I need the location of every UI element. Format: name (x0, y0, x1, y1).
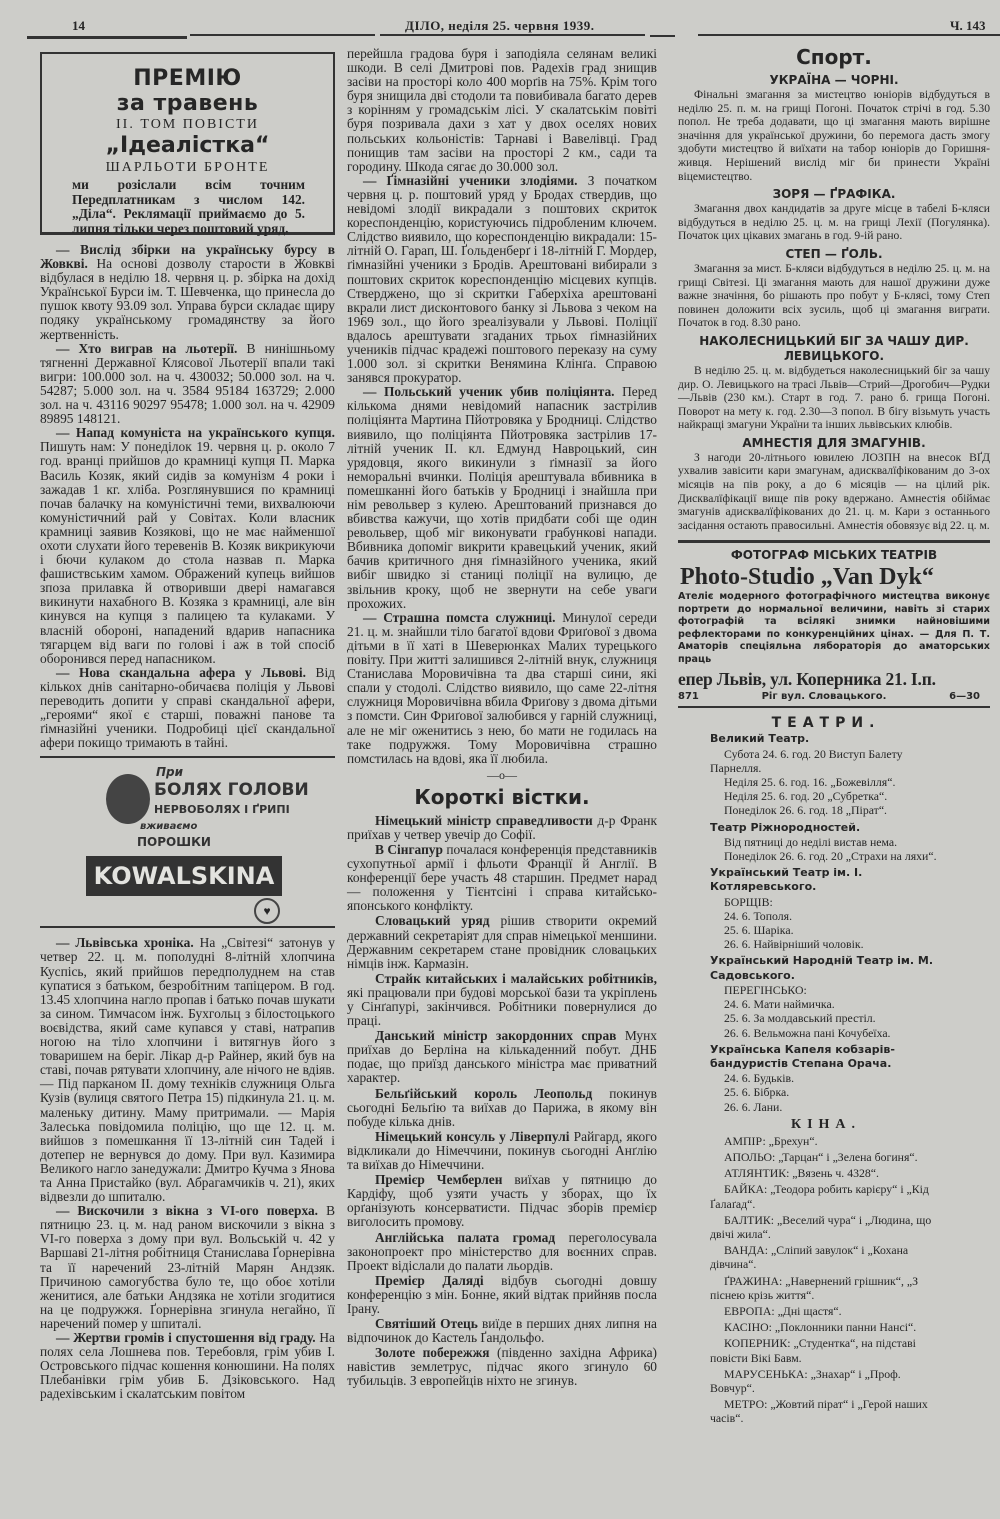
article (40, 342, 335, 427)
header-rule (27, 36, 187, 39)
cinema-listing: КОПЕРНИК: „Студентка“, на підставі повісти Вікі Бавм. (710, 1336, 916, 1365)
article-body: відбув сьогодні довшу конференцію з мін. Бонне, який відтак прийняв посла Ірану. (347, 1272, 657, 1316)
premium-volume: II. ТОМ ПОВІСТИ (116, 117, 259, 132)
sport-items (678, 73, 990, 532)
premium-title: ПРЕМІЮ (133, 66, 242, 91)
theatre-listing: Субота 24. 6. год. 20 Виступ Балету Парнелля. (710, 746, 903, 775)
kowalskina-advertisement (40, 758, 335, 926)
theatres-title: ТЕАТРИ. (771, 715, 881, 732)
article-headline: — Львівська хроніка. (56, 935, 194, 951)
article-body: Минулої середи 21. ц. м. знайшли тіло багатої вдови Фриґової з двома дітьми в її хаті в Шеверюнках Малих турецького повіту. При житті залишився 2-літній внук, служниця Станислава Моровичівна та два старші сини, які спали у стодолі. Слідство виявило, що саме 22-літня служниця Моровичівна вбила Фриґову з двома дітьми з помсти. Син Фриґової залюбився у гарній служниці, але не міг оженитись з нею, бо мати не годилась на таке подружжя. Тому Моровичівна страшно помстилась на вдові, яка її любила. (347, 609, 657, 766)
cinema-listing: БАЛТИК: „Веселий чура“ і „Людина, що двічі жила“. (710, 1212, 932, 1241)
theatre-listing: ПЕРЕГІНСЬКО: (724, 982, 807, 997)
article-body: На „Світезі“ затонув у четвер 22. ц. м. пополудні 8-літній хлопчина Куспісь, який прийшов передполуднем на став купатися з батьком, безробітним тапіцером. В год. 13.45 хлопчина нагло пропав і батько почав шукати за сином. Тимчасом інж. Бухгольц з білостоцького воєвідства, який саме купався у ставі, натрапив ногою на тіло хлопчини і витягнув його з товаришем на беріг. Лікар д-р Райнер, який був на ставі, почав рятувати хлопчину, але нічого не вдіяв. — Під парканом II. дому техніків служниця Ольга Кузів (вулиця святого Петра 15) підкинула 21. ц. м. маленьку дитину. Маму притримали. — Марія Залеська повідомила поліцію, що ще 12. ц. м. вийшов з помешкання її 13-літній син Тадей і дотепер не вернувся до дому. При вул. Казимира Великого нагло занедужали: Дмитро Кучма з Янова та Анна Пристайко (вул. Абрагамчиків ч. 21), яких відвезли до шпиталю. (40, 935, 336, 1205)
article (347, 1173, 657, 1229)
sport-heading: СТЕП — ҐОЛЬ. (785, 246, 883, 261)
sport-heading: УКРАЇНА — ЧОРНІ. (769, 73, 899, 87)
article-body: Перед кількома днями невідомий напасник застрілив поліціянта Мартина Пйотровяка у Бродниці. Слідство виявило, що поліціянта Пйотровяка застрілив 17-літній ученик II. кл. Едмунд Навроцький, син урядовця, якого викинули з ґімназії за його неморальні вчинки. Поліція арештувала вбивника в помешканні його батьків у Бродниці і знайшла при нім револьвер з кулею. Арештований признався до вбивства кажучи, що хотів придбати собі ще один револьвер, щоб міг виконувати грабункові напади. Вбивника допоміг викрити кравецький ученик, який бачив критичного дня ґімназійного ученика, який вибіг швидко зі станиці поліції на вулицю, де звільнив кроку, щоб не звернути на себе уваги прохожих. (347, 384, 657, 611)
article-body: Від кількох днів санітарно-обичаєва поліція у Львові переводить допити у справі скандальної афери, „героями“ якої є старші, поважні панове та ґімназійні ученики. Подробиці цієї скандальної афери покищо тримають в тайні. (40, 664, 335, 751)
column-3 (678, 45, 990, 1428)
theatre-name: Українська Капеля кобзарів-бандуристів Степана Орача. (710, 1042, 895, 1070)
premium-announcement (40, 52, 335, 235)
theatre-listings (710, 732, 942, 1113)
article-body: перейшла градова буря і заподіяла селянам великі шкоди. В селі Дмитрові пов. Радехів град знищив засіви на просторі коло 400 морґів на 75%. Крім того буря знищила дві стодоли та повибивала багато дерев з корінням у громадськім лісі. У скалатськім повіті буря позривала дахи з хат у двох оселях нових польських кольоністів: Тарнаві і Вавелівці. Град понищив там засіви на просторі 2 км., сади та городину. Шкода сягає до 30.000 зол. (347, 46, 657, 174)
ad-kicker: ФОТОГРАФ МІСЬКИХ ТЕАТРІВ (730, 548, 938, 563)
article-headline: Премієр Даляді (375, 1272, 484, 1288)
article (347, 1231, 657, 1273)
article-headline: — Напад комуніста на українського купця. (56, 425, 335, 441)
article (347, 1029, 657, 1085)
sport-text: Змагання за мист. Б-кляси відбудуться в неділю 25. ц. м. на грищі Світезі. Ці змагання мають для нашої дружини дуже важне значіння, бо рішають про побут у Б-клясі, тому Степ повинен доложити всіх зусиль, щоб ці змагання виграти. Початок в год. 8.30 рано. (678, 261, 990, 330)
article-body: На основі дозволу старости в Жовкві відбулася в неділю 18. червня ц. р. збірка на дохід Української Бурси ім. Т. Шевченка, що принесла до пушок квоту 93.09 зол. Управа бурси складає щиру подяку українському громадянству за його жертвенність. (40, 256, 335, 342)
theatre-listing: 25. 6. Шаріка. (724, 923, 794, 938)
article-headline: Премієр Чемберлен (375, 1172, 503, 1188)
theatre-listing: 26. 6. Вельможна пані Кочубеїха. (724, 1025, 891, 1040)
theatre-name: Театр Ріжнородностей. (710, 820, 861, 834)
cinema-listing: ЕВРОПА: „Дні щастя“. (724, 1303, 842, 1318)
article-body: В пятницю 23. ц. м. над раном вискочили з вікна з VI-го поверха з дому при вул. Вольській ч. 42 у Варшаві 21-літня робітниця Станислава Ґорнерівна та її наречений 23-літній Марян Андзяк. Причиною самогубства було те, що обоє хотіли женитися, але батьки Андзяка не хотіли згодитися на це подружжя. Ґорнерівна згинула негайно, її наречений помер у шпиталі. (40, 1203, 335, 1331)
article-headline: Англійська палата громад (375, 1229, 556, 1245)
divider (678, 706, 990, 708)
theatre-listing: 25. 6. За молдавський престіл. (724, 1011, 876, 1026)
cinema-listing: АТЛЯНТИК: „Вязень ч. 4328“. (724, 1166, 879, 1181)
photo-studio-advertisement (678, 548, 990, 706)
cinema-listing: ҐРАЖИНА: „Навернений грішник“, „З піснею крізь життя“. (710, 1273, 919, 1302)
article-body: які працювали при будові морської бази та укріплень у Сінґапурі, закінчився. Робітники повернулися до праці. (347, 984, 657, 1029)
article-headline: — Хто виграв на льотерії. (56, 340, 238, 356)
column-1 (40, 243, 335, 1401)
theatre-listing: 25. 6. Бібрка. (724, 1085, 790, 1100)
cinema-listing: ВАНДА: „Сліпий завулок“ і „Кохана дівчина“. (710, 1243, 909, 1272)
ad-text: При (156, 765, 184, 780)
article-headline: Словацький уряд (375, 913, 490, 929)
cinema-listing: МЕТРО: „Жовтий пірат“ і „Герой наших часів“. (710, 1397, 928, 1426)
theatre-name: Український Народній Театр ім. М. Садовського. (710, 954, 934, 982)
header-rule (698, 34, 1000, 36)
sport-heading: ЗОРЯ — ҐРАФІКА. (772, 187, 896, 202)
sport-text: В неділю 25. ц. м. відбудеться наколесницький біг за чашу дир. О. Левицького на трасі Львів—Стрий—Дрогобич—Рудки—Львів (230 км.). Старт в год. 7. рано б. грища Погоні. Поворот на мету к. год. 2.30—3 попол. В бігу візьмуть участь найкращі змагуни України та інших львівських клюбів. (678, 363, 990, 432)
theatre-listing: 24. 6. Мати наймичка. (724, 997, 835, 1012)
head-illustration (106, 774, 150, 824)
premium-month: за травень (116, 91, 259, 116)
article (40, 243, 335, 342)
article-body: З початком червня ц. р. поштовий уряд у Бродах ствердив, що невідомі злодії викрадали з поштових скриток кореспонденцію, користуючись підробленим ключем. Слідство виявило, що кореспонденцію викрадали: 15-літній О. Гарап, Ш. Ґольденберґ і 18-літній Г. Мордер, ґімназійні ученики з Бродів. Арештовані вибирали з поштових скриток кореспонденцію місцевих купців. Стверджено, що зі скритки Габерхіха арештовані вкрали лист дисконтового банку зі Львова з чеком на 1969 зол., що його зреалізували у Львові. Поліції вдалось арештувати згаданих трьох ґімназійних учеників підчас крадежі поштового переказу на суму 1.000 зол. зі скритки Венямина Клінґа. Справою занявся прокуратор. (347, 172, 657, 386)
article-body: виїде в перших днях липня на відпочинок до Кастель Ґандольфо. (347, 1316, 657, 1346)
article-body: почалася конференція представників сухопутньої армії і фльоти Франції й Англії. В конференції бере участь 48 старшин. Предмет нарад — положення у Тієнтсіні і справа китайсько-японського конфлікту. (347, 841, 657, 914)
article-headline: Страйк китайських і малайських робітників, (375, 970, 657, 986)
theatre-listing: Неділя 25. 6. год. 20 „Субретка“. (724, 789, 888, 804)
theatre-listing: 24. 6. Будьків. (724, 1071, 795, 1086)
issue-number: Ч. 143 (950, 18, 986, 33)
article-headline: — Вискочили з вікна з VI-ого поверха. (56, 1203, 319, 1219)
article (347, 611, 657, 766)
article-headline: — Ґімназійні ученики злодіями. (363, 172, 578, 188)
separator: —o— (487, 767, 517, 782)
page-number: 14 (72, 18, 85, 33)
sport-text: Фінальні змагання за мистецтво юніорів відбудуться в неділю 25. п. м. на грищі Погоні. Початок стрічі в год. 5.30 попол. Не треба додавати, що ці змагання мають вирішне значіння для української дружини, бо перемога дасть змогу здобути мистецтво й виїхати на табор юніорів до Горишня-живця. Нерішений вислід міг би принести Україні віцемистецтво. (678, 88, 990, 183)
column-1-top (40, 243, 335, 750)
ad-headline: БОЛЯХ ГОЛОВИ (154, 780, 309, 801)
article-body: Мунх приїхав до Берліна на кількаденний побут. ДНБ подає, що приїзд данського міністра має приватний характер. (347, 1028, 657, 1086)
theatre-listing: Від пятниці до неділі вистав нема. (724, 834, 898, 849)
article-headline: — Жертви громів і спустошення від граду. (56, 1330, 316, 1345)
cinemas-title: КІНА. (790, 1116, 862, 1132)
theatre-listing: 26. 6. Лани. (724, 1099, 783, 1114)
sport-text: З нагоди 20-літнього ювилею ЛОЗПН на внесок ВҐД ухвалив завісити кари змагунам, адисквалїфікованим до 3-ох місяців на пів року, а до 6 місяців — на цілий рік. Дисквалїфікації вище пів року вдержано. Амнестія обіймає змагунів адисквалїфікованих до 21. ц. м. Кари з останнього засідання остають правосильні. Амнестія обовязує від 22. ц. м. (678, 450, 990, 532)
column-2 (347, 47, 657, 1389)
theatre-listing: Понеділок 26. 6. год. 20 „Страхи на ляхи“. (724, 849, 937, 864)
masthead: ДІЛО, неділя 25. червня 1939. (405, 18, 595, 33)
article-body: д-р Франк приїхав у четвер увечір до Софії. (347, 812, 657, 842)
article-body: виїхав у пятницю до Кардіфу, щоб узяти участь у зборах, що їх орґанізують консерватисти. Підчас зборів премієр виголосить промову. (347, 1172, 657, 1230)
sport-heading: АМНЕСТІЯ ДЛЯ ЗМАГУНІВ. (742, 435, 926, 450)
article-body: переголосувала законопроект про міністерство для воєнних справ. Проект відіслали до палати льордів. (347, 1229, 657, 1273)
premium-author: ШАРЛЬОТИ БРОНТЕ (105, 160, 270, 175)
article (40, 426, 335, 666)
ad-code: 871 (678, 691, 699, 703)
column-1-bottom (40, 936, 335, 1401)
header-rule (650, 35, 675, 37)
article (40, 1331, 335, 1401)
heart-seal-icon: ♥ (254, 898, 280, 924)
article (347, 385, 657, 611)
theatres-section (678, 714, 942, 1425)
cinema-listing: КАСІНО: „Поклонники панни Нансі“. (724, 1320, 917, 1335)
theatre-listing: Понеділок 26. 6. год. 18 „Пірат“. (724, 803, 888, 818)
article (40, 936, 335, 1204)
ad-corner: Ріг вул. Словацького. (761, 691, 887, 703)
article (347, 814, 657, 842)
article-headline: Золоте побережжя (375, 1345, 490, 1361)
theatre-listing: 24. 6. Тополя. (724, 908, 793, 923)
sport-section (678, 45, 990, 532)
article-body: покинув сьогодні Бельґію та виїхав до Парижа, в якому він побуде кілька днів. (347, 1085, 657, 1129)
header-rule (190, 34, 375, 36)
kowalskina-logo: KOWALSKINA (86, 856, 282, 896)
article-headline: — Нова скандальна афера у Львові. (56, 664, 306, 680)
premium-text: ми розіслали всім точним Передплатникам з числом 142. „Діла“. Реклямації приймаємо до 5. липня тільки через поштовий уряд. (72, 177, 305, 236)
column-2-articles (347, 47, 657, 766)
divider (40, 926, 335, 928)
article-headline: В Сінгапур (375, 841, 443, 857)
article (347, 843, 657, 913)
article-headline: — Вислід збірки на українську бурсу в Жовкві. (40, 242, 335, 272)
article-headline: — Страшна помста служниці. (363, 609, 556, 625)
article (347, 1317, 657, 1345)
theatre-name: Український Театр ім. І. Котляревського. (710, 866, 863, 894)
cinema-listings (710, 1134, 942, 1426)
theatre-listing: БОРЩІВ: (724, 894, 773, 909)
premium-book-title: „Ідеалістка“ (105, 133, 270, 158)
article-body: В нинішньому тягненні Державної Клясової Льотерії впали такі вигри: 100.000 зол. на ч. 430032; 50.000 зол. на ч. 54287; 5.000 зол. на ч. 3584 95184 163729; 2.000 зол. на ч. 43116 90297 95478; 1.000 зол. на ч. 42909 89895 148121. (40, 340, 335, 427)
theatre-listing: 26. 6. Найвірніший чоловік. (724, 937, 864, 952)
briefs-title: Короткі вістки. (414, 784, 590, 809)
article (347, 1346, 657, 1388)
sport-text: Змагання двох кандидатів за друге місце в табелі Б-кляси відбудуться в неділю 25. ц. м. на грищі Лехії (Погулянка). Початок цих цікавих змагань в год. 9-ій рано. (678, 202, 990, 243)
divider (678, 540, 990, 543)
article-headline: Німецький міністр справедливости (375, 812, 593, 828)
article-body: Пишуть нам: У понеділок 19. червня ц. р. около 7 год. вранці прийшов до крамниці купця П. Марка Василь Козяк, який сидів за комунізм 4 роки і зажадав 1 кг. хліба. Розглянувшися по крамниці почав балачку на комуністичні теми, вихвалюючи комуністичний рай у Совітах. Коли власник крамниці заявив Козякові, що не має найменшої охоти слухати його теревенів В. Козяк викрикуючи і бючи кулаком до стола назвав п. Марка фашиствським хамом. Ображений купець вийшов зпоза прилавка й отворивши двері намагався викинути нахабного В. Козяка з крамниці, але він кинувся на купця з палицею та кулаками. У власній обороні, нападений вдарив напасника тягарцем від ваги по голові і аж в той спосіб оборонився перед напасником. (40, 439, 335, 666)
article (347, 1130, 657, 1172)
ad-address: епер Львів, ул. Коперника 21. I.п. (678, 669, 936, 690)
article-body: рішив створити окремий державний секретаріят для справ німецької меншини. Державним секретарем стане провідник словацьких німців інж. Кармазін. (347, 913, 657, 971)
sport-heading: НАКОЛЕСНИЦЬКИЙ БІГ ЗА ЧАШУ ДИР. ЛЕВИЦЬКОГО. (699, 333, 969, 363)
ad-text: вживаємо (140, 821, 198, 833)
theatre-listing: Неділя 25. 6. год. 16. „Божевілля“. (724, 775, 896, 790)
article (347, 1087, 657, 1129)
article (40, 666, 335, 751)
ad-code: 6—30 (949, 691, 980, 703)
article-body: На полях села Лошнева пов. Теребовля, грім убив І. Островського підчас кошення конюшини. На полях Плебанівки грім убив Б. Дзіковського. Над радехівським і скалатським повітом (40, 1330, 335, 1402)
article-headline: — Польський ученик убив поліціянта. (363, 384, 615, 400)
article (347, 174, 657, 385)
article (347, 1274, 657, 1316)
briefs-list (347, 814, 657, 1389)
article-headline: Бельґійський король Леопольд (375, 1085, 593, 1101)
article-headline: Данський міністр закордонних справ (375, 1028, 617, 1044)
article (347, 972, 657, 1028)
cinema-listing: МАРУСЕНЬКА: „Знахар“ і „Проф. Вовчур“. (710, 1366, 901, 1395)
article (40, 1204, 335, 1331)
header-rule (380, 34, 645, 36)
article (347, 47, 657, 174)
article-body: Райгард, якого відкликали до Німеччини, покинув сьогодні Анґлію та виїхав до Німеччини. (347, 1128, 658, 1173)
ad-text: ПОРОШКИ (137, 835, 211, 850)
cinema-listing: БАЙКА: „Теодора робить карієру“ і „Кід Ґалаґад“. (710, 1182, 929, 1211)
article-headline: Святіший Отець (375, 1316, 478, 1332)
theatre-name: Великий Театр. (710, 732, 810, 746)
ad-text: НЕРВОБОЛЯХ І ҐРИПІ (154, 803, 290, 817)
cinema-listing: АМПІР: „Брехун“. (724, 1133, 818, 1148)
ad-text: Ателіє модерного фотографічного мистецтва виконує портрети до нормальної величини, навіть зі старих фотографій та всілякі знимки найновішими рефлекторами по конкуренційних цінах. — Для П. Т. Аматорів спеціяльна лябораторія до аматорських праць (678, 591, 990, 665)
sport-title: Спорт. (796, 45, 872, 69)
article (347, 914, 657, 970)
article-body: (південно західна Африка) навістив землетрус, підчас якого згинуло 60 тубильців. З европейців ніхто не згинув. (347, 1345, 657, 1389)
cinema-listing: АПОЛЬО: „Тарцан“ і „Зелена богиня“. (724, 1149, 918, 1164)
photo-studio-name: Photo-Studio „Van Dyk“ (680, 564, 934, 591)
article-headline: Німецький консуль у Ліверпулі (375, 1128, 570, 1144)
